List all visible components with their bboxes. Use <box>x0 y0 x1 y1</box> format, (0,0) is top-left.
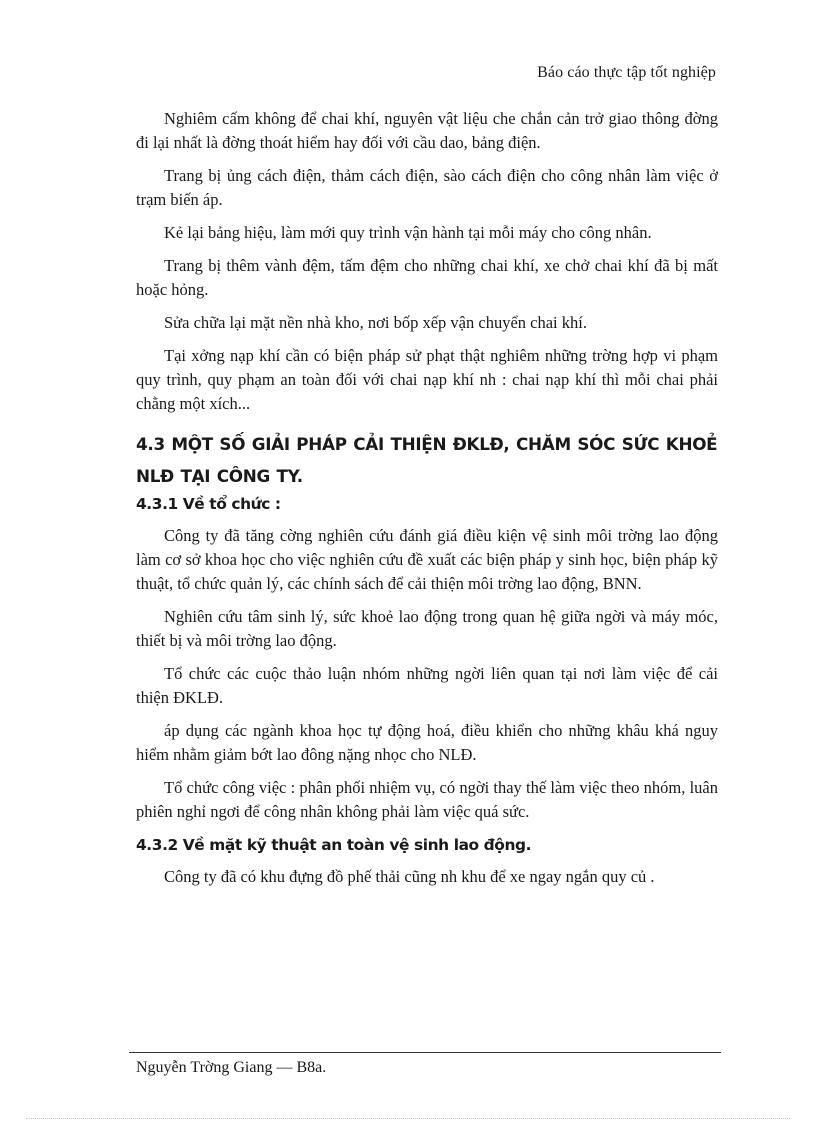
paragraph: Tổ chức công việc : phân phối nhiệm vụ, có ngời thay thế làm việc theo nhóm, luân phiên nghỉ ngơi để công nhân không phải làm việc quá sức. <box>136 778 718 821</box>
section-heading-4-3-2: 4.3.2 Về mặt kỹ thuật an toàn vệ sinh lao động. <box>136 836 532 854</box>
paragraph: Tổ chức các cuộc thảo luận nhóm những ngời liên quan tại nơi làm việc để cải thiện ĐKLĐ. <box>136 664 718 707</box>
section-heading-4-3-1: 4.3.1 Về tổ chức : <box>136 495 281 513</box>
paragraph: Nghiêm cấm không để chai khí, nguyên vật liệu che chắn cản trở giao thông đờng đi lại nhất là đờng thoát hiểm hay đối với cầu dao, bảng điện. <box>136 109 718 152</box>
page-edge-divider <box>26 1118 790 1119</box>
footer-author: Nguyễn Trờng Giang — B8a. <box>136 1059 327 1076</box>
paragraph: áp dụng các ngành khoa học tự động hoá, điều khiển cho những khâu khá nguy hiểm nhằm giảm bớt lao đông nặng nhọc cho NLĐ. <box>136 721 718 764</box>
body-text <box>136 107 718 898</box>
section-heading-4-3: 4.3 MỘT SỐ GIẢI PHÁP CẢI THIỆN ĐKLĐ, CHĂM SÓC SỨC KHOẺ NLĐ TẠI CÔNG TY. <box>136 434 718 486</box>
paragraph: Nghiên cứu tâm sinh lý, sức khoẻ lao động trong quan hệ giữa ngời và máy móc, thiết bị và môi trờng lao động. <box>136 607 718 650</box>
paragraph: Trang bị thêm vành đệm, tấm đệm cho những chai khí, xe chở chai khí đã bị mất hoặc hỏng. <box>136 256 718 299</box>
running-header: Báo cáo thực tập tốt nghiệp <box>537 64 716 81</box>
footer-divider <box>129 1052 721 1053</box>
paragraph: Kẻ lại bảng hiệu, làm mới quy trình vận hành tại mỗi máy cho công nhân. <box>164 223 652 242</box>
paragraph: Sửa chữa lại mặt nền nhà kho, nơi bốp xếp vận chuyển chai khí. <box>164 313 587 332</box>
paragraph: Công ty đã có khu đựng đồ phế thải cũng nh khu để xe ngay ngắn quy củ . <box>164 867 655 886</box>
paragraph: Tại xởng nạp khí cần có biện pháp sử phạt thật nghiêm những trờng hợp vi phạm quy trình, quy phạm an toàn đối với chai nạp khí nh : chai nạp khí thì mỗi chai phải chằng một xích... <box>136 346 718 413</box>
paragraph: Công ty đã tăng cờng nghiên cứu đánh giá điều kiện vệ sinh môi trờng lao động làm cơ sở khoa học cho việc nghiên cứu đề xuất các biện pháp y sinh học, biện pháp kỹ thuật, tổ chức quản lý, các chính sách để cải thiện môi trờng lao động, BNN. <box>136 526 718 593</box>
paragraph: Trang bị ủng cách điện, thảm cách điện, sào cách điện cho công nhân làm việc ở trạm biến áp. <box>136 166 718 209</box>
